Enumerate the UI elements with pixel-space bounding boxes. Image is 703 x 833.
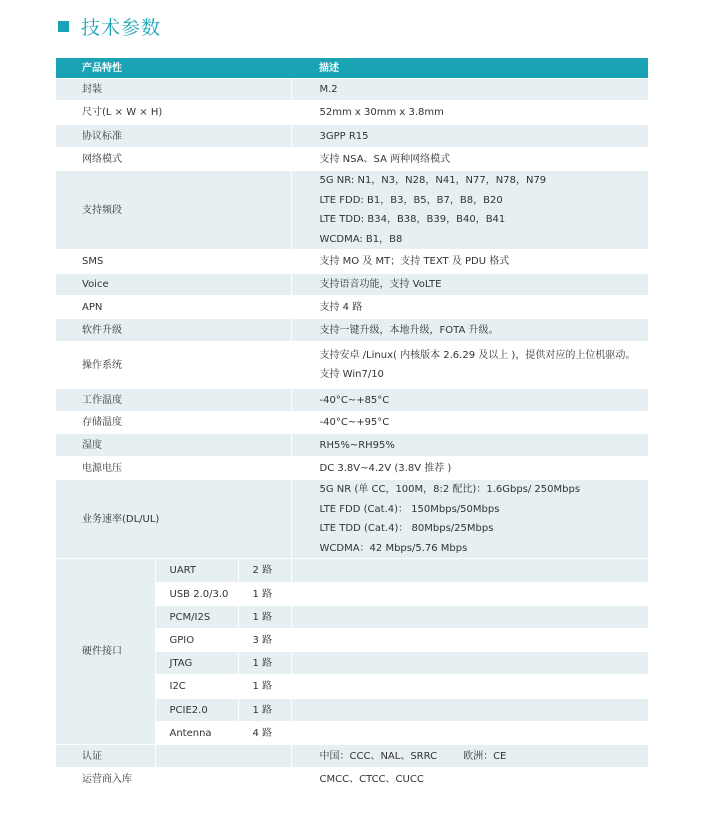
description-text: 中国：CCC、NAL、SRRC [319,750,438,762]
description-cell [291,171,648,250]
table-row [56,480,648,559]
table-row [56,171,648,250]
header-description: 描述 [291,58,648,79]
hardware-label: 硬件接口 [56,559,155,745]
description-line: M.2 [319,84,338,95]
description-line: WCDMA：42 Mbps/5.76 Mbps [319,542,468,554]
empty-cell [291,652,648,675]
description-cell [291,125,648,148]
feature-cell: SMS [56,250,291,274]
description-cell [291,296,648,319]
empty-cell [155,768,291,791]
feature-cell: 网络模式 [56,148,291,171]
feature-cell: 存储温度 [56,412,291,434]
hardware-row [56,559,648,583]
description-cell [291,768,648,791]
description-line: 5G NR: N1，N3，N28，N41，N77，N78，N79 [319,175,547,186]
description-text-secondary: 欧洲：CE [463,750,507,762]
description-line: 支持 NSA、SA 两种网络模式 [319,153,451,165]
feature-cell: 封装 [56,79,291,101]
description-cell [291,101,648,125]
page-title: 技术参数 [81,16,162,39]
feature-cell: 支持频段 [56,171,291,250]
table-row [56,319,648,342]
interface-count: 3 路 [238,629,291,652]
table-row [56,101,648,125]
description-line: LTE TDD (Cat.4)： 80Mbps/25Mbps [319,523,494,534]
interface-name: I2C [155,675,238,699]
table-row [56,342,648,389]
section-title [58,14,161,38]
feature-cell: 尺寸(L × W × H) [56,101,291,125]
interface-count: 1 路 [238,652,291,675]
empty-cell [291,559,648,583]
feature-cell: 工作温度 [56,389,291,412]
description-line: WCDMA: B1，B8 [319,233,403,245]
feature-cell: 认证 [56,745,155,768]
description-cell [291,480,648,559]
feature-cell: 软件升级 [56,319,291,342]
feature-cell: Voice [56,274,291,296]
interface-name: USB 2.0/3.0 [155,583,238,606]
table-row [56,457,648,480]
empty-cell [291,675,648,699]
description-line: RH5%~RH95% [319,439,395,451]
description-line: DC 3.8V~4.2V (3.8V 推荐 ) [319,462,452,474]
table-row [56,296,648,319]
description-cell [291,274,648,296]
description-line: 52mm x 30mm x 3.8mm [319,107,444,118]
empty-cell [291,699,648,722]
header-feature: 产品特性 [56,58,291,79]
table-header-row [56,58,648,79]
description-line: 支持 MO 及 MT；支持 TEXT 及 PDU 格式 [319,256,510,267]
spec-table [56,58,648,791]
description-line: LTE FDD (Cat.4)： 150Mbps/50Mbps [319,503,500,515]
empty-cell [291,722,648,745]
table-row [56,79,648,101]
table-row [56,389,648,412]
empty-cell [291,606,648,629]
feature-cell: 电源电压 [56,457,291,480]
description-cell [291,457,648,480]
description-cell [291,250,648,274]
feature-cell: APN [56,296,291,319]
description-cell [291,342,648,389]
empty-cell [155,745,291,768]
table-body [56,79,648,791]
description-cell [291,434,648,457]
interface-name: UART [155,559,238,583]
description-line: -40°C~+95°C [319,417,390,428]
interface-count: 2 路 [238,559,291,583]
description-cell [291,79,648,101]
description-cell [291,745,648,768]
table-row [56,434,648,457]
description-text: CMCC、CTCC、CUCC [319,773,424,785]
interface-name: PCIE2.0 [155,699,238,722]
feature-cell: 业务速率(DL/UL) [56,480,291,559]
description-line: 支持一键升级，本地升级，FOTA 升级。 [319,324,499,336]
description-cell [291,412,648,434]
description-cell [291,389,648,412]
interface-name: PCM/I2S [155,606,238,629]
description-line: LTE TDD: B34，B38，B39，B40，B41 [319,214,506,225]
table-row [56,250,648,274]
feature-cell: 运营商入库 [56,768,155,791]
description-line: 5G NR (单 CC，100M，8:2 配比)：1.6Gbps/ 250Mbps [319,484,581,495]
interface-count: 1 路 [238,699,291,722]
description-line: 支持 4 路 [319,301,363,313]
description-line: 支持 Win7/10 [319,369,384,380]
interface-count: 4 路 [238,722,291,745]
table-row [56,745,648,768]
description-cell [291,148,648,171]
feature-cell: 湿度 [56,434,291,457]
interface-name: GPIO [155,629,238,652]
description-line: 支持安卓 /Linux( 内核版本 2.6.29 及以上 )，提供对应的上位机驱动。 [319,350,636,361]
table-row [56,125,648,148]
table-row [56,148,648,171]
feature-cell: 协议标准 [56,125,291,148]
empty-cell [291,583,648,606]
feature-cell: 操作系统 [56,342,291,389]
interface-name: Antenna [155,722,238,745]
table-row [56,768,648,791]
table-row [56,412,648,434]
description-line: 3GPP R15 [319,130,369,142]
interface-count: 1 路 [238,675,291,699]
empty-cell [291,629,648,652]
title-square-icon [58,21,69,32]
interface-count: 1 路 [238,606,291,629]
description-line: -40°C~+85°C [319,394,390,406]
interface-count: 1 路 [238,583,291,606]
table-row [56,274,648,296]
description-line: LTE FDD: B1，B3，B5，B7，B8，B20 [319,194,503,206]
description-line: 支持语音功能，支持 VoLTE [319,279,442,290]
interface-name: JTAG [155,652,238,675]
description-cell [291,319,648,342]
